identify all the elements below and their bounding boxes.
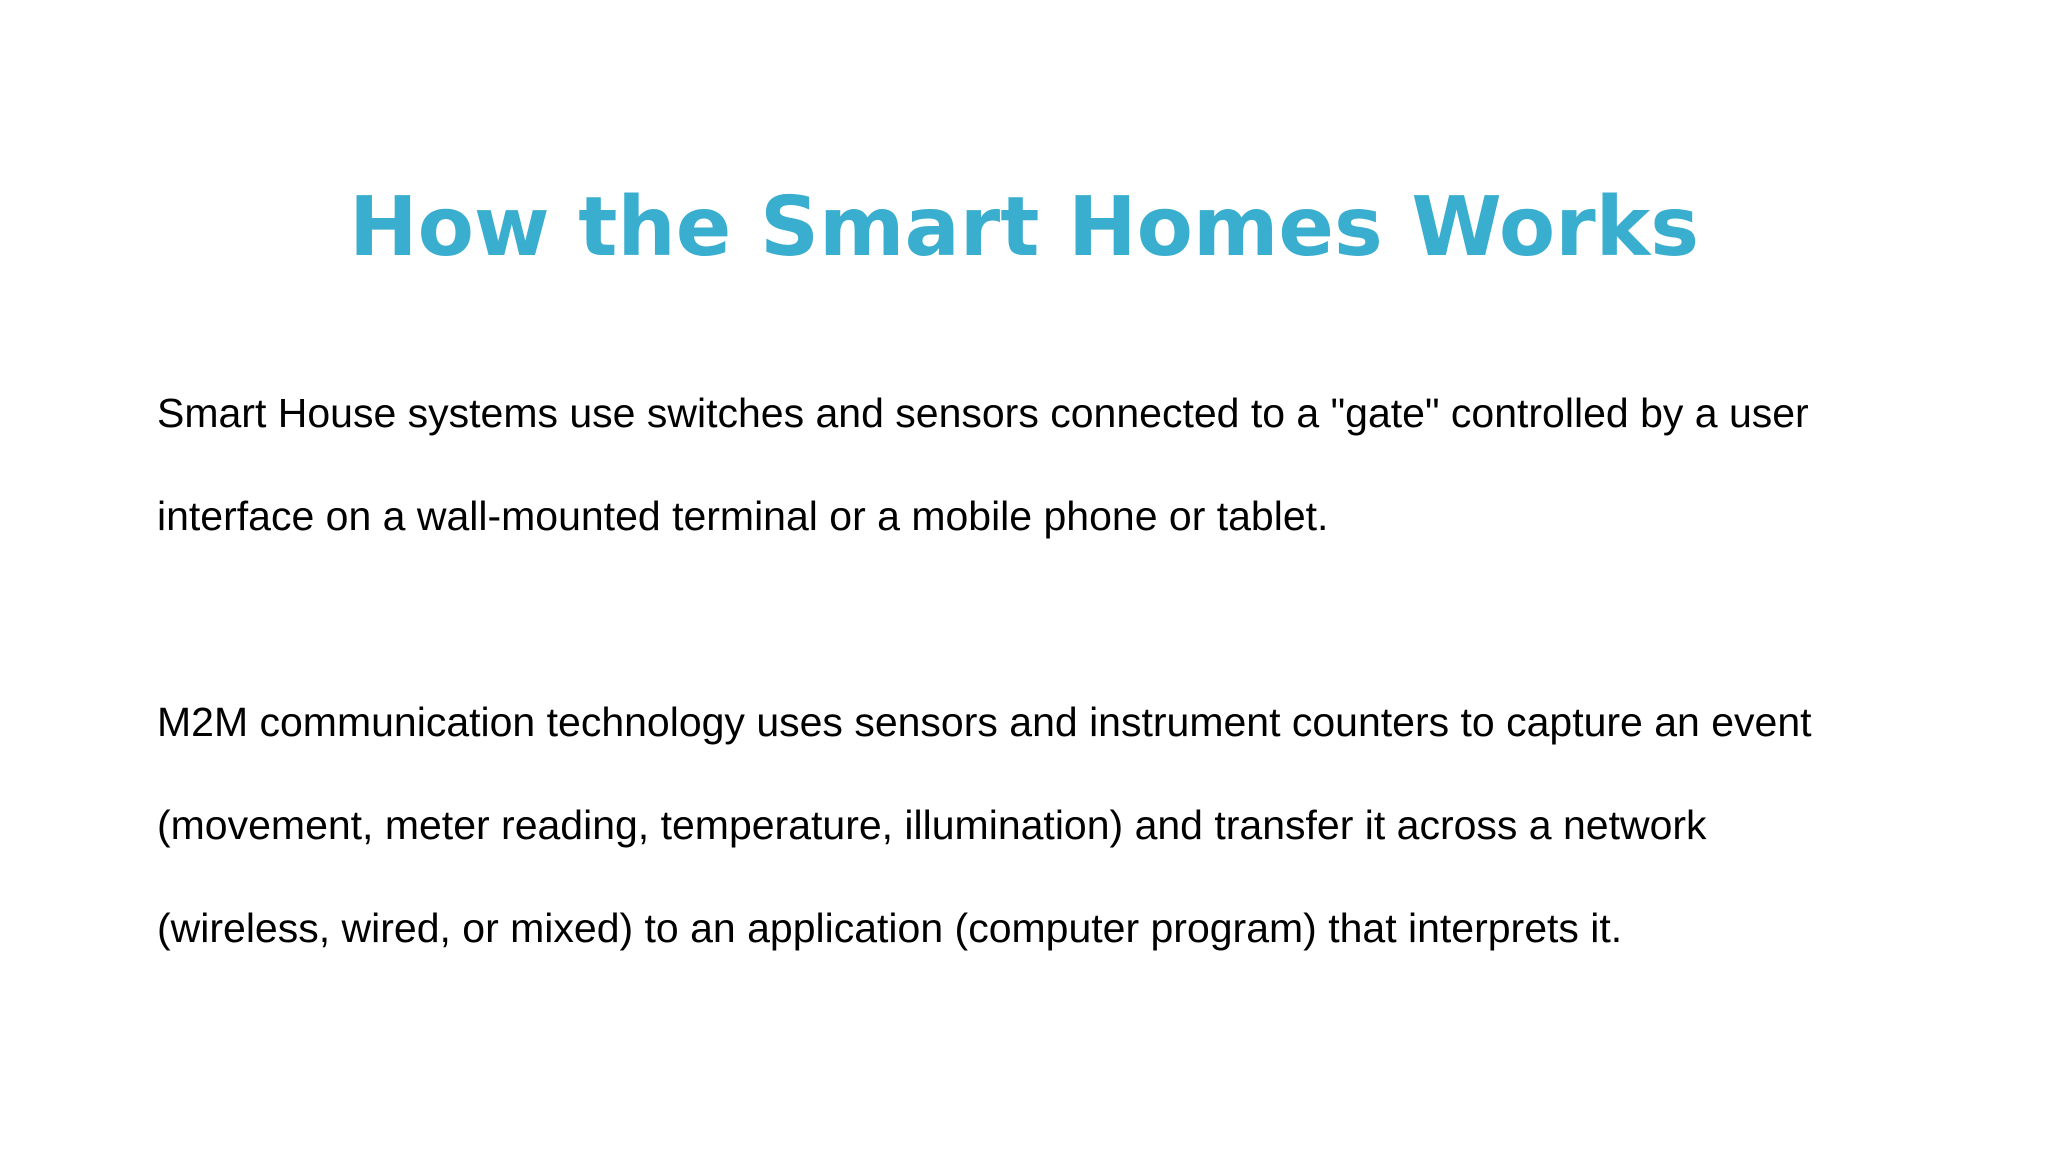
- paragraph-line: Smart House systems use switches and sensors connected to a "gate" controlled by a user: [157, 390, 1809, 436]
- paragraph-m2m: [157, 671, 1937, 980]
- slide-title: How the Smart Homes Works: [348, 180, 1700, 275]
- paragraph-line: (movement, meter reading, temperature, illumination) and transfer it across a network: [157, 802, 1707, 848]
- paragraph-line: (wireless, wired, or mixed) to an application (computer program) that interprets it.: [157, 905, 1623, 951]
- paragraph-smart-house: [157, 362, 1937, 568]
- paragraph-line: interface on a wall-mounted terminal or a mobile phone or tablet.: [157, 493, 1329, 539]
- paragraph-line: M2M communication technology uses sensors and instrument counters to capture an event: [157, 699, 1812, 745]
